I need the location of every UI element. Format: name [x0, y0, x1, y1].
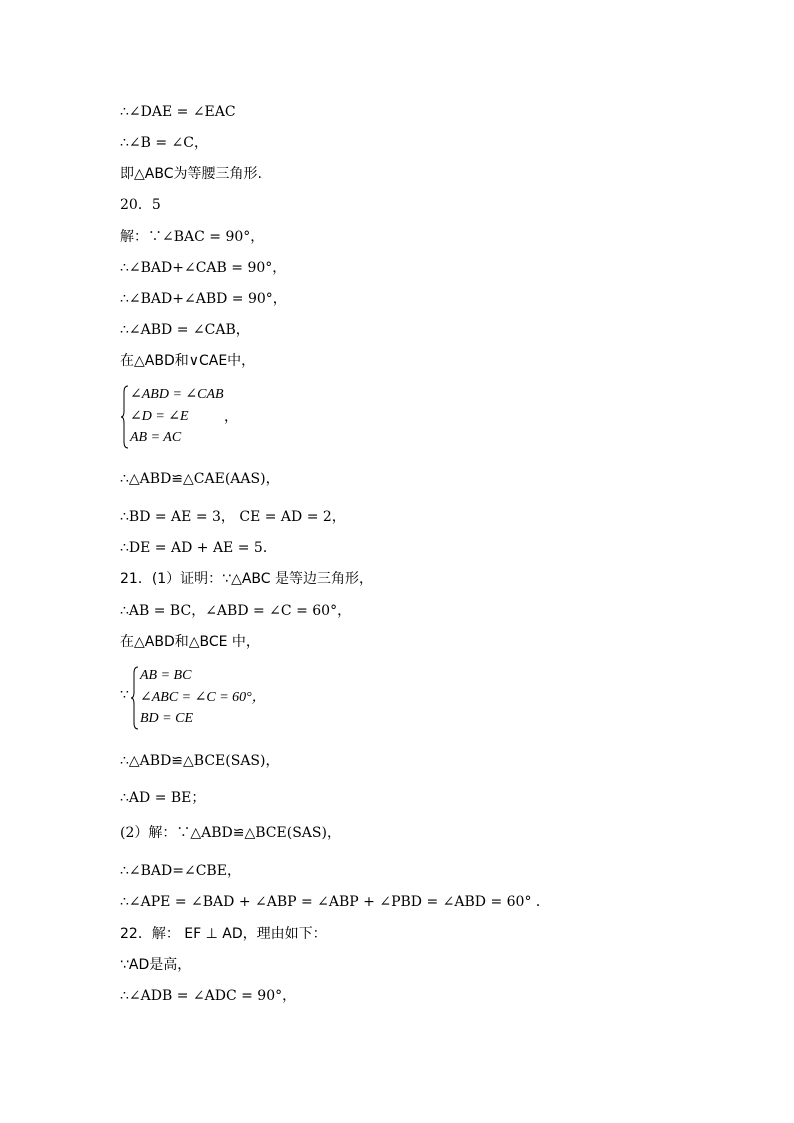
text-line: ∴∠BAD=∠CBE，	[120, 863, 241, 879]
text-line: 在△ABD和∨CAE中，	[120, 353, 256, 369]
equation-row: AB = AC	[130, 430, 182, 445]
equation-system	[120, 384, 320, 450]
left-brace-icon	[120, 384, 130, 450]
text-line: ∵AD是高，	[120, 957, 192, 973]
equation-rows	[130, 384, 224, 449]
question-number: 21．(1）证明：∵△ABC 是等边三角形，	[120, 571, 374, 587]
text-line: ∴BD = AE = 3， CE = AD = 2，	[120, 509, 346, 525]
text-line: ∴∠BAD+∠ABD = 90°，	[120, 291, 287, 307]
text-line: ∴∠DAE = ∠EAC	[120, 104, 236, 120]
system-suffix: ，	[224, 410, 238, 425]
text-line: 在△ABD和△BCE 中，	[120, 634, 260, 650]
equation-row: AB = BC	[140, 668, 192, 683]
equation-row: ∠D = ∠E	[130, 408, 189, 424]
text-line: ∴DE = AD + AE = 5．	[120, 540, 277, 556]
question-number: 20．5	[120, 197, 161, 213]
because-symbol: ∵	[120, 688, 129, 703]
left-brace-icon	[130, 665, 140, 731]
text-line: 即△ABC为等腰三角形.	[120, 166, 262, 182]
equation-row: ∠ABD = ∠CAB	[130, 387, 224, 402]
equation-system	[120, 665, 340, 731]
equation-row: ∠ABC = ∠C = 60°，	[140, 689, 266, 705]
text-line: ∴∠APE = ∠BAD + ∠ABP = ∠ABP + ∠PBD = ∠ABD = 60° ．	[120, 894, 550, 910]
text-line: ∴△ABD≌△BCE(SAS)，	[120, 753, 280, 769]
text-line: (2）解：∵△ABD≌△BCE(SAS)，	[120, 825, 341, 841]
equation-row: BD = CE	[140, 711, 193, 726]
text-line: 解：∵∠BAC = 90°，	[120, 229, 265, 245]
text-line: ∴∠ADB = ∠ADC = 90°，	[120, 988, 297, 1004]
text-line: ∴△ABD≌△CAE(AAS)，	[120, 471, 280, 487]
equation-rows	[140, 665, 266, 730]
text-line: ∴∠BAD+∠CAB = 90°，	[120, 260, 287, 276]
text-line: ∴∠B = ∠C，	[120, 135, 208, 151]
text-line: ∴∠ABD = ∠CAB，	[120, 322, 250, 338]
text-line: ∴AD = BE；	[120, 790, 206, 806]
question-number: 22．解： EF ⊥ AD，理由如下：	[120, 926, 327, 942]
text-line: ∴AB = BC，∠ABD = ∠C = 60°，	[120, 603, 352, 619]
